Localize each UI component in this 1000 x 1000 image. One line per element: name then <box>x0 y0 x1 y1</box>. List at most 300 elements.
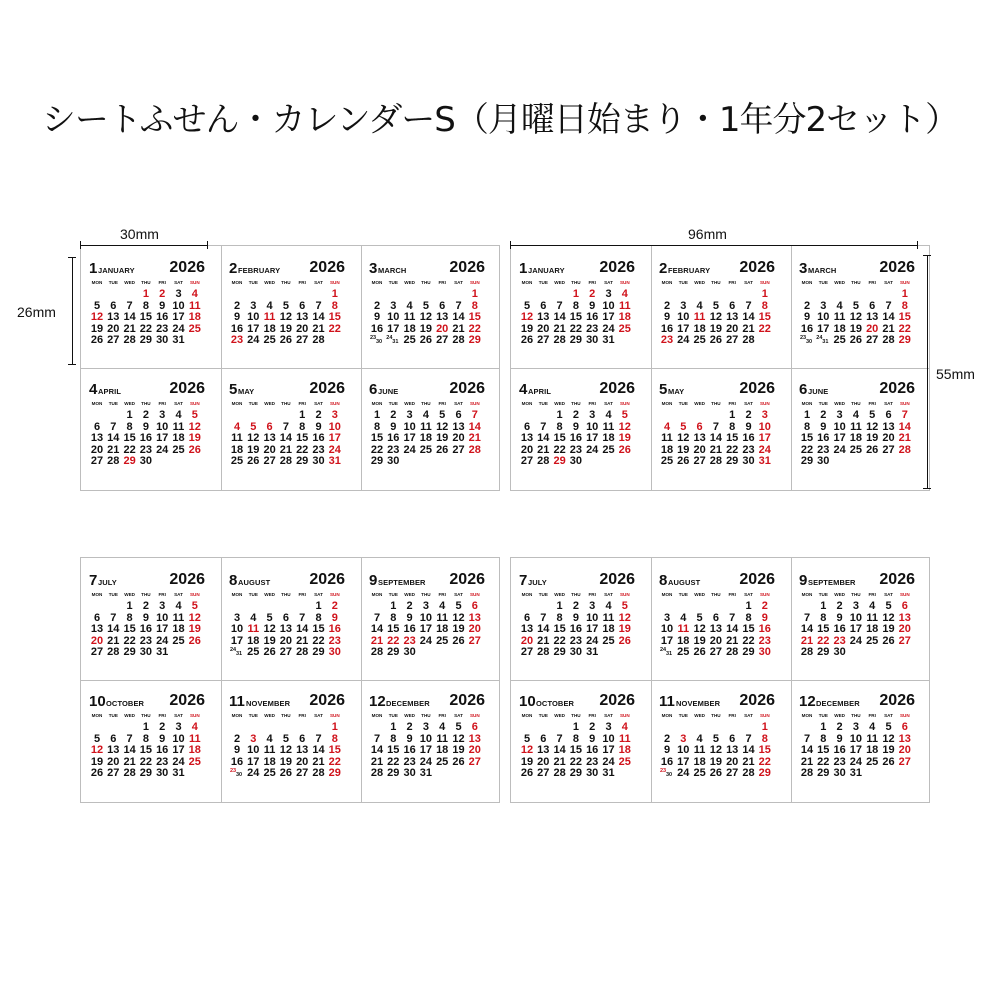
weekday-label: FRI <box>868 592 876 597</box>
day-number: 5 <box>852 299 859 312</box>
day-number: 21 <box>800 634 814 647</box>
weekday-label: THU <box>421 592 431 597</box>
day-number: 5 <box>869 409 876 421</box>
year-label: 2026 <box>169 259 205 276</box>
day-number: 25 <box>693 334 706 346</box>
weekday-label: TUE <box>818 401 828 406</box>
month-calendar-july <box>89 570 205 690</box>
weekday-label: TUE <box>678 280 688 285</box>
day-number: 28 <box>800 646 814 658</box>
day-number: 24 <box>328 443 341 456</box>
month-name: APRIL <box>98 387 121 396</box>
weekday-label: WED <box>124 280 135 285</box>
day-number: 13 <box>726 311 739 323</box>
month-calendar-august <box>659 570 775 690</box>
weekday-label: TUE <box>818 713 828 718</box>
day-number: 14 <box>296 623 309 635</box>
month-name: SEPTEMBER <box>808 578 856 587</box>
day-number: 3 <box>852 600 859 612</box>
day-number: 16 <box>156 311 169 323</box>
weekday-label: THU <box>711 592 721 597</box>
day-number: 24 <box>758 443 771 456</box>
weekday-label: MON <box>521 713 533 718</box>
day-number: 6 <box>901 600 908 612</box>
day-number: 26 <box>520 334 534 346</box>
month-name: AUGUST <box>668 578 701 587</box>
day-number: 10 <box>172 732 185 745</box>
weekday-label: WED <box>264 401 275 406</box>
weekday-label: TUE <box>248 713 258 718</box>
day-number: 4 <box>869 600 876 612</box>
day-number: 16 <box>660 322 674 335</box>
month-name: SEPTEMBER <box>378 578 426 587</box>
day-number: 31 <box>758 455 771 467</box>
day-number: 31 <box>586 646 599 658</box>
day-number: 18 <box>436 623 449 635</box>
day-number: 20 <box>296 755 309 768</box>
day-number: 15 <box>139 311 153 323</box>
month-calendar-september <box>369 570 485 690</box>
day-number: 23 <box>569 443 583 456</box>
day-number: 2 <box>836 600 843 612</box>
weekday-label: WED <box>834 713 845 718</box>
day-number: 14 <box>452 311 465 323</box>
day-number: 12 <box>90 311 104 323</box>
day-number: 27 <box>452 443 465 456</box>
weekday-label: TUE <box>388 401 398 406</box>
day-number: 28 <box>312 767 325 779</box>
month-calendar-december <box>799 691 915 811</box>
month-header <box>369 572 485 590</box>
day-number: 28 <box>468 443 481 456</box>
day-number: 19 <box>436 432 449 444</box>
weekday-label: SAT <box>744 592 753 597</box>
weekday-label: MON <box>231 401 243 406</box>
day-number: 30 <box>387 455 400 467</box>
day-number: 13 <box>468 611 481 624</box>
day-number: 16 <box>139 623 153 635</box>
day-number: 25 <box>833 334 846 346</box>
day-number: 10 <box>156 611 169 624</box>
day-number: 15 <box>328 744 341 756</box>
day-number: 1 <box>820 721 827 733</box>
day-number: 3 <box>589 600 596 612</box>
day-number: 28 <box>726 646 739 658</box>
day-number: 19 <box>709 755 723 768</box>
day-number: 2 <box>142 409 149 421</box>
day-number: 27 <box>279 646 293 658</box>
weekday-label: FRI <box>728 280 736 285</box>
day-number: 12 <box>693 623 706 635</box>
day-number: 6 <box>471 600 478 612</box>
day-number: 20 <box>468 744 481 756</box>
day-number: 6 <box>869 299 876 312</box>
month-calendar-september <box>799 570 915 690</box>
day-number: 21 <box>742 322 755 335</box>
weekday-label: FRI <box>158 592 166 597</box>
day-number: 30 <box>403 646 416 658</box>
day-number: 27 <box>898 755 911 768</box>
day-number: 29 <box>387 767 400 779</box>
day-number: 21 <box>537 634 550 647</box>
day-number: 24 <box>247 767 260 779</box>
day-number: 1 <box>572 721 579 733</box>
day-number: 14 <box>370 623 384 635</box>
day-number: 13 <box>693 432 706 444</box>
day-number: 17 <box>156 623 169 635</box>
day-number: 13 <box>898 732 911 745</box>
day-number: 20 <box>107 755 120 768</box>
day-number: 19 <box>693 634 706 647</box>
month-name: MARCH <box>378 266 407 275</box>
day-number: 15 <box>370 432 384 444</box>
day-number: 10 <box>419 732 433 745</box>
day-number: 16 <box>833 744 846 756</box>
day-number: 24 <box>586 634 599 647</box>
day-number: 5 <box>191 600 198 612</box>
weekday-label: FRI <box>868 713 876 718</box>
dim-width-large-tick-left <box>510 241 511 249</box>
day-number: 8 <box>803 420 811 433</box>
day-number: 7 <box>110 611 117 624</box>
day-number: 19 <box>849 322 863 335</box>
weekday-label: THU <box>281 280 291 285</box>
day-number: 19 <box>90 322 104 335</box>
weekday-label: WED <box>264 280 275 285</box>
day-number: 5 <box>523 732 531 745</box>
month-header <box>89 381 205 399</box>
day-number: 3 <box>761 409 768 421</box>
day-number: 4 <box>621 721 628 733</box>
day-number: 20 <box>898 623 911 635</box>
calendar-sheet-set1-jul-dec <box>80 557 500 803</box>
month-calendar-october <box>519 691 635 811</box>
day-number: 1 <box>901 288 908 300</box>
day-number: 18 <box>188 311 201 323</box>
day-number: 29 <box>123 646 136 658</box>
day-number: 30 <box>236 772 243 778</box>
weekday-label: FRI <box>438 401 446 406</box>
month-name: MARCH <box>808 266 837 275</box>
month-calendar-june <box>799 379 915 499</box>
day-number: 22 <box>387 634 400 647</box>
day-number: 10 <box>586 420 599 433</box>
day-number: 3 <box>390 299 397 312</box>
day-number: 27 <box>107 767 120 779</box>
day-number: 13 <box>898 611 911 624</box>
day-number: 14 <box>312 744 325 756</box>
day-number: 28 <box>709 455 723 467</box>
day-number: 13 <box>90 432 104 444</box>
month-number: 9 <box>799 572 808 589</box>
weekday-label: SUN <box>899 713 910 718</box>
day-number: 3 <box>175 721 182 733</box>
day-number: 1 <box>390 721 397 733</box>
day-number: 30 <box>139 646 153 658</box>
day-number: 4 <box>191 721 198 733</box>
day-number: 4 <box>852 409 859 421</box>
day-number: 16 <box>387 432 400 444</box>
day-number: 20 <box>693 443 706 456</box>
day-number: 4 <box>696 732 703 745</box>
month-header <box>519 572 635 590</box>
day-number: 27 <box>726 767 739 779</box>
day-number: 12 <box>849 311 863 323</box>
day-number: 26 <box>882 755 895 768</box>
weekday-label: FRI <box>438 280 446 285</box>
day-number: 4 <box>175 600 182 612</box>
weekday-label: WED <box>694 280 705 285</box>
month-number: 1 <box>519 260 528 277</box>
weekday-label: SUN <box>899 401 910 406</box>
day-number: 10 <box>156 420 169 433</box>
day-number: 19 <box>520 755 534 768</box>
weekday-label: WED <box>694 592 705 597</box>
day-number: 14 <box>800 623 814 635</box>
day-number: 1 <box>572 288 579 300</box>
day-number: 1 <box>299 409 306 421</box>
year-label: 2026 <box>599 571 635 588</box>
day-number: 3 <box>836 409 843 421</box>
day-number: 4 <box>422 409 429 421</box>
weekday-label: MON <box>661 401 673 406</box>
month-calendar-may <box>659 379 775 499</box>
day-number: 28 <box>742 334 755 346</box>
day-number: 9 <box>820 420 827 433</box>
day-number: 4 <box>439 600 446 612</box>
weekday-label: THU <box>571 401 581 406</box>
day-number: 24 <box>230 647 237 653</box>
month-calendar-february <box>659 258 775 378</box>
day-number: 26 <box>279 767 293 779</box>
day-number: 22 <box>312 634 325 647</box>
day-number: 19 <box>452 744 465 756</box>
day-number: 27 <box>693 455 706 467</box>
weekday-label: SAT <box>884 280 893 285</box>
day-number: 22 <box>553 634 566 647</box>
month-calendar-august <box>229 570 345 690</box>
day-number: 28 <box>553 334 566 346</box>
day-number: 7 <box>540 611 547 624</box>
day-number: 29 <box>726 455 739 467</box>
day-number: 26 <box>520 767 534 779</box>
day-number: 19 <box>419 322 433 335</box>
month-header <box>799 381 915 399</box>
day-number: 12 <box>436 420 449 433</box>
day-number: 1 <box>761 721 768 733</box>
weekday-label: SAT <box>314 280 323 285</box>
day-number: 11 <box>436 611 448 624</box>
day-number: 9 <box>159 299 166 312</box>
weekday-label: SUN <box>189 592 200 597</box>
day-number: 1 <box>729 409 736 421</box>
day-number: 13 <box>520 623 534 635</box>
dim-width-small-tick-left <box>80 241 81 249</box>
day-number: 10 <box>419 611 433 624</box>
dim-height-small-label: 26mm <box>17 304 56 320</box>
month-number: 8 <box>659 572 668 589</box>
day-number: 26 <box>436 443 449 456</box>
day-number: 21 <box>312 755 325 768</box>
month-name: JANUARY <box>528 266 565 275</box>
day-number: 9 <box>233 744 241 756</box>
day-number: 13 <box>107 744 120 756</box>
day-number: 4 <box>266 732 273 745</box>
day-number: 7 <box>803 611 811 624</box>
weekday-label: SAT <box>604 280 613 285</box>
weekday-label: SUN <box>189 401 200 406</box>
weekday-label: SUN <box>329 280 340 285</box>
day-number: 24 <box>677 767 690 779</box>
day-number: 8 <box>556 420 563 433</box>
month-name: OCTOBER <box>106 699 145 708</box>
month-number: 2 <box>229 260 238 277</box>
day-number: 19 <box>247 443 260 456</box>
day-number: 17 <box>172 744 185 756</box>
day-number: 23 <box>156 755 169 768</box>
day-number: 29 <box>370 455 384 467</box>
month-name: JULY <box>528 578 547 587</box>
weekday-label: SAT <box>454 592 463 597</box>
month-name: FEBRUARY <box>238 266 281 275</box>
day-number: 29 <box>139 334 153 346</box>
weekday-label: SAT <box>604 592 613 597</box>
day-number: 9 <box>803 311 811 323</box>
day-number: 2 <box>233 732 241 745</box>
weekday-label: MON <box>231 713 243 718</box>
day-number: 7 <box>745 732 752 745</box>
day-number: 10 <box>660 623 674 635</box>
day-number: 6 <box>455 409 462 421</box>
weekday-label: SUN <box>469 592 480 597</box>
day-number: 26 <box>90 767 104 779</box>
weekday-label: THU <box>851 713 861 718</box>
weekday-label: SUN <box>189 280 200 285</box>
day-number: 12 <box>520 311 534 323</box>
day-number: 24 <box>602 755 615 768</box>
day-number: 31 <box>236 651 243 657</box>
day-number: 17 <box>586 623 599 635</box>
month-number: 12 <box>369 693 386 710</box>
month-number: 5 <box>229 381 238 398</box>
weekday-label: THU <box>281 592 291 597</box>
weekday-label: FRI <box>588 592 596 597</box>
day-number: 14 <box>537 432 550 444</box>
day-number: 3 <box>250 299 257 312</box>
day-number: 23 <box>387 443 400 456</box>
day-number: 29 <box>569 334 583 346</box>
day-number: 10 <box>602 732 615 745</box>
day-number: 2 <box>159 721 166 733</box>
weekday-label: THU <box>281 713 291 718</box>
weekday-label: FRI <box>588 713 596 718</box>
day-number: 20 <box>537 322 550 335</box>
weekday-label: FRI <box>728 592 736 597</box>
day-number: 20 <box>296 322 309 335</box>
day-number: 6 <box>299 299 306 312</box>
day-number: 10 <box>247 744 260 756</box>
day-number: 16 <box>403 623 416 635</box>
day-number: 22 <box>742 634 755 647</box>
month-number: 3 <box>369 260 378 277</box>
weekday-label: THU <box>281 401 291 406</box>
day-number: 30 <box>376 339 383 345</box>
weekday-label: SAT <box>174 401 183 406</box>
day-number: 14 <box>553 311 566 323</box>
day-number: 27 <box>537 334 550 346</box>
year-label: 2026 <box>879 571 915 588</box>
day-number: 18 <box>660 443 674 456</box>
day-number: 20 <box>537 755 550 768</box>
day-number: 14 <box>553 744 566 756</box>
day-number: 4 <box>621 288 628 300</box>
day-number: 19 <box>520 322 534 335</box>
weekday-label: MON <box>661 280 673 285</box>
weekday-label: TUE <box>388 592 398 597</box>
month-number: 8 <box>229 572 238 589</box>
month-number: 6 <box>799 381 808 398</box>
day-number: 23 <box>328 634 341 647</box>
weekday-label: TUE <box>248 280 258 285</box>
day-number: 21 <box>123 322 136 335</box>
day-number: 18 <box>172 432 185 444</box>
month-calendar-december <box>369 691 485 811</box>
day-number: 5 <box>621 600 628 612</box>
month-number: 1 <box>89 260 98 277</box>
day-number: 3 <box>422 721 429 733</box>
day-number: 8 <box>761 299 768 312</box>
day-number: 18 <box>693 322 706 335</box>
day-number: 15 <box>569 311 583 323</box>
weekday-label: SAT <box>454 280 463 285</box>
day-number: 29 <box>898 334 911 346</box>
day-number: 16 <box>230 322 244 335</box>
weekday-label: THU <box>851 401 861 406</box>
day-number: 19 <box>279 755 293 768</box>
day-number: 8 <box>820 732 827 745</box>
day-number: 25 <box>188 322 201 335</box>
weekday-label: FRI <box>158 280 166 285</box>
weekday-label: FRI <box>298 713 306 718</box>
day-number: 10 <box>602 299 615 312</box>
day-number: 1 <box>390 600 397 612</box>
day-number: 30 <box>569 455 583 467</box>
day-number: 5 <box>439 409 446 421</box>
weekday-label: MON <box>371 280 383 285</box>
day-number: 29 <box>817 646 830 658</box>
day-number: 20 <box>709 634 723 647</box>
day-number: 23 <box>758 634 771 647</box>
weekday-label: SUN <box>329 713 340 718</box>
day-number: 19 <box>866 432 879 444</box>
day-number: 13 <box>107 311 120 323</box>
day-number: 20 <box>726 755 739 768</box>
day-number: 30 <box>312 455 325 467</box>
day-number: 20 <box>107 322 120 335</box>
day-number: 11 <box>231 432 243 444</box>
day-number: 21 <box>468 432 481 444</box>
day-number: 13 <box>279 623 293 635</box>
day-number: 10 <box>172 299 185 312</box>
weekday-label: SAT <box>454 401 463 406</box>
day-number: 8 <box>761 732 768 745</box>
year-label: 2026 <box>309 380 345 397</box>
day-number: 17 <box>758 432 771 444</box>
month-header <box>89 693 205 711</box>
day-number: 16 <box>569 432 583 444</box>
day-number: 21 <box>370 755 384 768</box>
day-number: 15 <box>758 744 771 756</box>
